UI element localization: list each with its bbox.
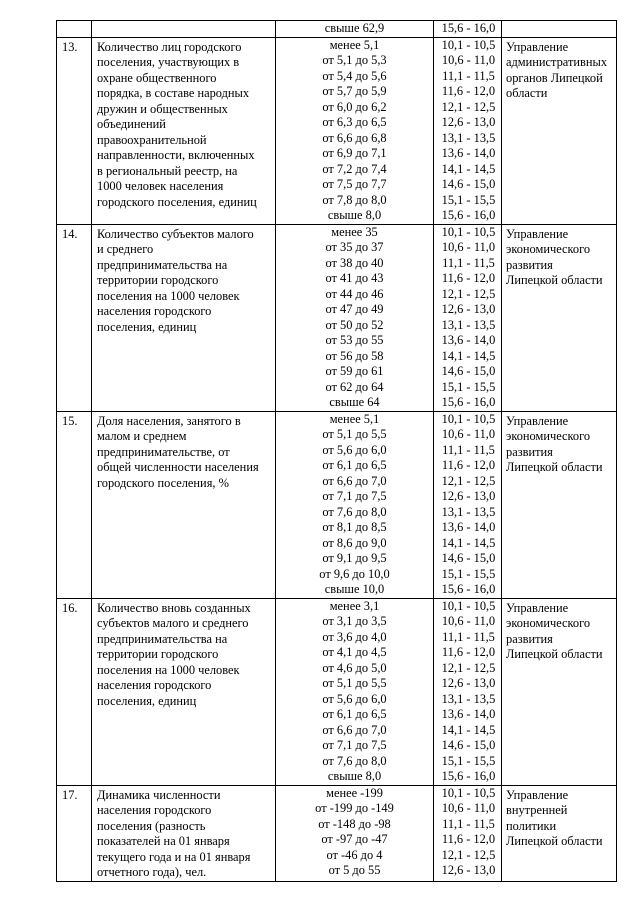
responsible-body-line: экономического: [506, 242, 591, 256]
responsible-body-line: Липецкой области: [506, 460, 603, 474]
table-row: [57, 411, 617, 598]
points-range: 12,6 - 13,0: [441, 863, 496, 877]
value-range: от 59 до 61: [325, 364, 384, 378]
value-range: менее -199: [326, 785, 383, 800]
points-range: 11,6 - 12,0: [441, 832, 496, 846]
indicator-description-line: объединений: [97, 117, 166, 131]
criteria-table: [56, 20, 617, 882]
indicator-description-line: субъектов малого и среднего: [97, 616, 249, 630]
indicator-description-line: поселения, единиц: [97, 693, 197, 708]
points-range: 15,6 - 16,0: [441, 769, 496, 783]
points-range: 10,1 - 10,5: [441, 224, 496, 239]
points-cell: [434, 411, 502, 598]
points-range: 11,6 - 12,0: [441, 84, 496, 98]
value-range: от 6,1 до 6,5: [322, 707, 387, 721]
table-row-continuation: [57, 21, 617, 38]
points-range: 13,6 - 14,0: [441, 520, 496, 534]
indicator-description-line: направленности, включенных: [97, 148, 255, 162]
indicator-description-line: правоохранительной: [97, 132, 207, 147]
row-number: 15.: [57, 411, 92, 598]
row-number-cell: [57, 21, 92, 38]
responsible-body-line: развития: [506, 257, 553, 272]
value-range: от 56 до 58: [325, 348, 384, 363]
indicator-description-line: 1000 человек населения: [97, 179, 224, 193]
indicator-description-cell: [92, 21, 276, 38]
points-range: 13,1 - 13,5: [441, 504, 496, 519]
responsible-body-line: политики: [506, 818, 557, 833]
responsible-body-cell: [502, 411, 617, 598]
value-range: от 9,1 до 9,5: [322, 551, 387, 565]
indicator-description-line: текущего года и на 01 января: [97, 849, 251, 864]
points-range: 15,6 - 16,0: [441, 21, 496, 35]
responsible-body-line: Управление: [506, 226, 569, 241]
value-range: от 6,1 до 6,5: [322, 458, 387, 472]
criteria-table-body: [57, 21, 617, 882]
indicator-description-line: предпринимательстве, от: [97, 444, 230, 459]
responsible-body-line: экономического: [506, 429, 591, 443]
value-range: от 50 до 52: [325, 317, 384, 332]
points-range: 10,6 - 11,0: [441, 801, 496, 815]
value-range-cell: [276, 224, 434, 411]
value-range: свыше 8,0: [327, 208, 382, 222]
responsible-body-cell: [502, 224, 617, 411]
indicator-description-line: и среднего: [97, 242, 154, 256]
indicator-description-cell: [92, 224, 276, 411]
points-range: 12,1 - 12,5: [441, 847, 496, 862]
points-range: 13,6 - 14,0: [441, 707, 496, 721]
value-range: от 5,4 до 5,6: [322, 68, 387, 83]
points-range: 11,1 - 11,5: [442, 816, 495, 831]
points-range: 12,6 - 13,0: [441, 115, 496, 129]
indicator-description-line: Количество лиц городского: [97, 39, 242, 54]
points-range: 11,6 - 12,0: [441, 271, 496, 285]
points-range: 14,6 - 15,0: [441, 364, 496, 378]
value-range: от 9,6 до 10,0: [319, 566, 390, 581]
value-range: свыше 10,0: [324, 582, 385, 596]
value-range: от 8,1 до 8,5: [322, 520, 387, 534]
value-range: от 3,1 до 3,5: [322, 614, 387, 628]
value-range: от 5,1 до 5,5: [322, 676, 387, 690]
indicator-description-line: Доля населения, занятого в: [97, 413, 241, 428]
responsible-body-line: административных: [506, 55, 608, 69]
points-cell: [434, 37, 502, 224]
responsible-body-cell: [502, 785, 617, 881]
table-row: [57, 598, 617, 785]
points-range: 12,6 - 13,0: [441, 302, 496, 316]
table-row: [57, 785, 617, 881]
responsible-body-line: Липецкой области: [506, 273, 603, 287]
indicator-description-line: территории городского: [97, 647, 219, 661]
responsible-body-line: Управление: [506, 39, 569, 54]
indicator-description-line: городского поселения, %: [97, 475, 229, 490]
value-range: свыше 62,9: [324, 21, 385, 35]
points-range: 15,1 - 15,5: [441, 566, 496, 581]
responsible-body-line: Липецкой области: [506, 647, 603, 661]
responsible-body-line: Управление: [506, 787, 569, 802]
responsible-body-line: развития: [506, 631, 553, 646]
points-range: 12,1 - 12,5: [441, 473, 496, 488]
indicator-description-line: малом и среднем: [97, 429, 187, 443]
value-range: от 44 до 46: [325, 286, 384, 301]
value-range: менее 5,1: [329, 411, 380, 426]
responsible-body-cell: [502, 21, 617, 38]
responsible-body-line: экономического: [506, 616, 591, 630]
indicator-description-cell: [92, 411, 276, 598]
points-range: 12,6 - 13,0: [441, 676, 496, 690]
indicator-description-line: поселения на 1000 человек: [97, 662, 240, 677]
points-range: 15,6 - 16,0: [441, 582, 496, 596]
points-range: 15,1 - 15,5: [441, 753, 496, 768]
points-range: 11,6 - 12,0: [441, 458, 496, 472]
indicator-description-line: населения городского: [97, 803, 212, 817]
points-range: 10,6 - 11,0: [441, 53, 496, 67]
value-range: от 62 до 64: [325, 379, 384, 394]
points-range: 10,6 - 11,0: [441, 614, 496, 628]
points-range: 11,1 - 11,5: [442, 255, 495, 270]
indicator-description-line: порядка, в составе народных: [97, 86, 250, 100]
points-range: 12,1 - 12,5: [441, 286, 496, 301]
indicator-description-line: в региональный реестр, на: [97, 163, 238, 178]
value-range: от 7,6 до 8,0: [322, 504, 387, 519]
value-range: свыше 64: [329, 395, 380, 409]
indicator-description-line: городского поселения, единиц: [97, 194, 257, 209]
value-range: от 6,6 до 7,0: [322, 722, 387, 737]
value-range-cell: [276, 21, 434, 38]
value-range: от 5,6 до 6,0: [322, 691, 387, 706]
value-range: от -199 до -149: [315, 801, 394, 815]
points-range: 10,1 - 10,5: [441, 598, 496, 613]
value-range: менее 5,1: [329, 37, 380, 52]
indicator-description-line: отчетного года), чел.: [97, 865, 207, 879]
row-number: 13.: [57, 37, 92, 224]
value-range: от 41 до 43: [325, 271, 384, 285]
points-range: 12,1 - 12,5: [441, 660, 496, 675]
points-range: 14,6 - 15,0: [441, 738, 496, 752]
value-range: от 35 до 37: [325, 240, 384, 254]
value-range: от 6,6 до 6,8: [322, 130, 387, 145]
value-range: от 6,3 до 6,5: [322, 115, 387, 129]
points-range: 14,1 - 14,5: [441, 348, 496, 363]
indicator-description-line: Количество субъектов малого: [97, 226, 254, 241]
indicator-description-cell: [92, 598, 276, 785]
points-range: 13,1 - 13,5: [441, 691, 496, 706]
row-number: 16.: [57, 598, 92, 785]
value-range: от -148 до -98: [318, 816, 391, 831]
points-range: 10,1 - 10,5: [441, 785, 496, 800]
value-range: от 5,7 до 5,9: [322, 84, 387, 98]
value-range: от 38 до 40: [325, 255, 384, 270]
table-row: [57, 37, 617, 224]
indicator-description-line: Динамика численности: [97, 787, 221, 802]
points-range: 15,6 - 16,0: [441, 395, 496, 409]
points-range: 13,1 - 13,5: [441, 317, 496, 332]
points-range: 10,1 - 10,5: [441, 411, 496, 426]
value-range: от 5 до 55: [328, 863, 381, 877]
indicator-description-line: охране общественного: [97, 70, 217, 85]
value-range: от 6,6 до 7,0: [322, 473, 387, 488]
value-range: от 7,1 до 7,5: [322, 489, 387, 503]
indicator-description-line: поселения (разность: [97, 818, 206, 833]
responsible-body-line: Управление: [506, 413, 569, 428]
value-range: от 5,6 до 6,0: [322, 442, 387, 457]
indicator-description-cell: [92, 37, 276, 224]
value-range: от 5,1 до 5,3: [322, 53, 387, 67]
value-range-cell: [276, 411, 434, 598]
value-range: от 7,1 до 7,5: [322, 738, 387, 752]
value-range: от 4,1 до 4,5: [322, 645, 387, 659]
value-range: от 53 до 55: [325, 333, 384, 347]
value-range: менее 3,1: [329, 598, 380, 613]
points-range: 13,6 - 14,0: [441, 146, 496, 160]
responsible-body-cell: [502, 598, 617, 785]
indicator-description-line: поселения, единиц: [97, 319, 197, 334]
points-range: 14,1 - 14,5: [441, 161, 496, 176]
points-range: 12,6 - 13,0: [441, 489, 496, 503]
indicator-description-cell: [92, 785, 276, 881]
value-range: от 7,8 до 8,0: [322, 192, 387, 207]
responsible-body-line: Липецкой области: [506, 834, 603, 848]
points-cell: [434, 598, 502, 785]
responsible-body-cell: [502, 37, 617, 224]
indicator-description-line: населения городского: [97, 678, 212, 692]
value-range-cell: [276, 37, 434, 224]
points-range: 12,1 - 12,5: [441, 99, 496, 114]
points-range: 14,1 - 14,5: [441, 722, 496, 737]
value-range: от -46 до 4: [326, 847, 383, 862]
row-number: 14.: [57, 224, 92, 411]
value-range-cell: [276, 785, 434, 881]
points-range: 14,1 - 14,5: [441, 535, 496, 550]
points-range: 14,6 - 15,0: [441, 551, 496, 565]
responsible-body-line: области: [506, 86, 548, 100]
value-range: от 3,6 до 4,0: [322, 629, 387, 644]
value-range: от 7,2 до 7,4: [322, 161, 387, 176]
points-cell: [434, 785, 502, 881]
points-range: 10,6 - 11,0: [441, 240, 496, 254]
indicator-description-line: дружин и общественных: [97, 101, 228, 116]
responsible-body-line: органов Липецкой: [506, 70, 603, 85]
responsible-body-line: развития: [506, 444, 553, 459]
value-range: от 7,5 до 7,7: [322, 177, 387, 191]
table-row: [57, 224, 617, 411]
indicator-description-line: поселения, участвующих в: [97, 55, 240, 69]
row-number: 17.: [57, 785, 92, 881]
indicator-description-line: территории городского: [97, 273, 219, 287]
indicator-description-line: предпринимательства на: [97, 631, 228, 646]
value-range: от -97 до -47: [321, 832, 388, 846]
points-cell: [434, 21, 502, 38]
value-range: от 6,0 до 6,2: [322, 99, 387, 114]
value-range: от 6,9 до 7,1: [322, 146, 387, 160]
value-range: от 7,6 до 8,0: [322, 753, 387, 768]
indicator-description-line: общей численности населения: [97, 460, 259, 474]
value-range: свыше 8,0: [327, 769, 382, 783]
points-range: 11,1 - 11,5: [442, 68, 495, 83]
points-range: 10,6 - 11,0: [441, 427, 496, 441]
indicator-description-line: поселения на 1000 человек: [97, 288, 240, 303]
indicator-description-line: Количество вновь созданных: [97, 600, 251, 615]
points-range: 11,1 - 11,5: [442, 629, 495, 644]
indicator-description-line: предпринимательства на: [97, 257, 228, 272]
points-range: 15,1 - 15,5: [441, 379, 496, 394]
value-range: от 5,1 до 5,5: [322, 427, 387, 441]
points-range: 13,6 - 14,0: [441, 333, 496, 347]
value-range: менее 35: [331, 224, 378, 239]
points-range: 14,6 - 15,0: [441, 177, 496, 191]
points-cell: [434, 224, 502, 411]
value-range: от 4,6 до 5,0: [322, 660, 387, 675]
points-range: 10,1 - 10,5: [441, 37, 496, 52]
value-range-cell: [276, 598, 434, 785]
value-range: от 8,6 до 9,0: [322, 535, 387, 550]
points-range: 11,6 - 12,0: [441, 645, 496, 659]
responsible-body-line: внутренней: [506, 803, 568, 817]
points-range: 15,1 - 15,5: [441, 192, 496, 207]
value-range: от 47 до 49: [325, 302, 384, 316]
points-range: 15,6 - 16,0: [441, 208, 496, 222]
points-range: 13,1 - 13,5: [441, 130, 496, 145]
indicator-description-line: населения городского: [97, 304, 212, 318]
responsible-body-line: Управление: [506, 600, 569, 615]
points-range: 11,1 - 11,5: [442, 442, 495, 457]
indicator-description-line: показателей на 01 января: [97, 834, 230, 848]
